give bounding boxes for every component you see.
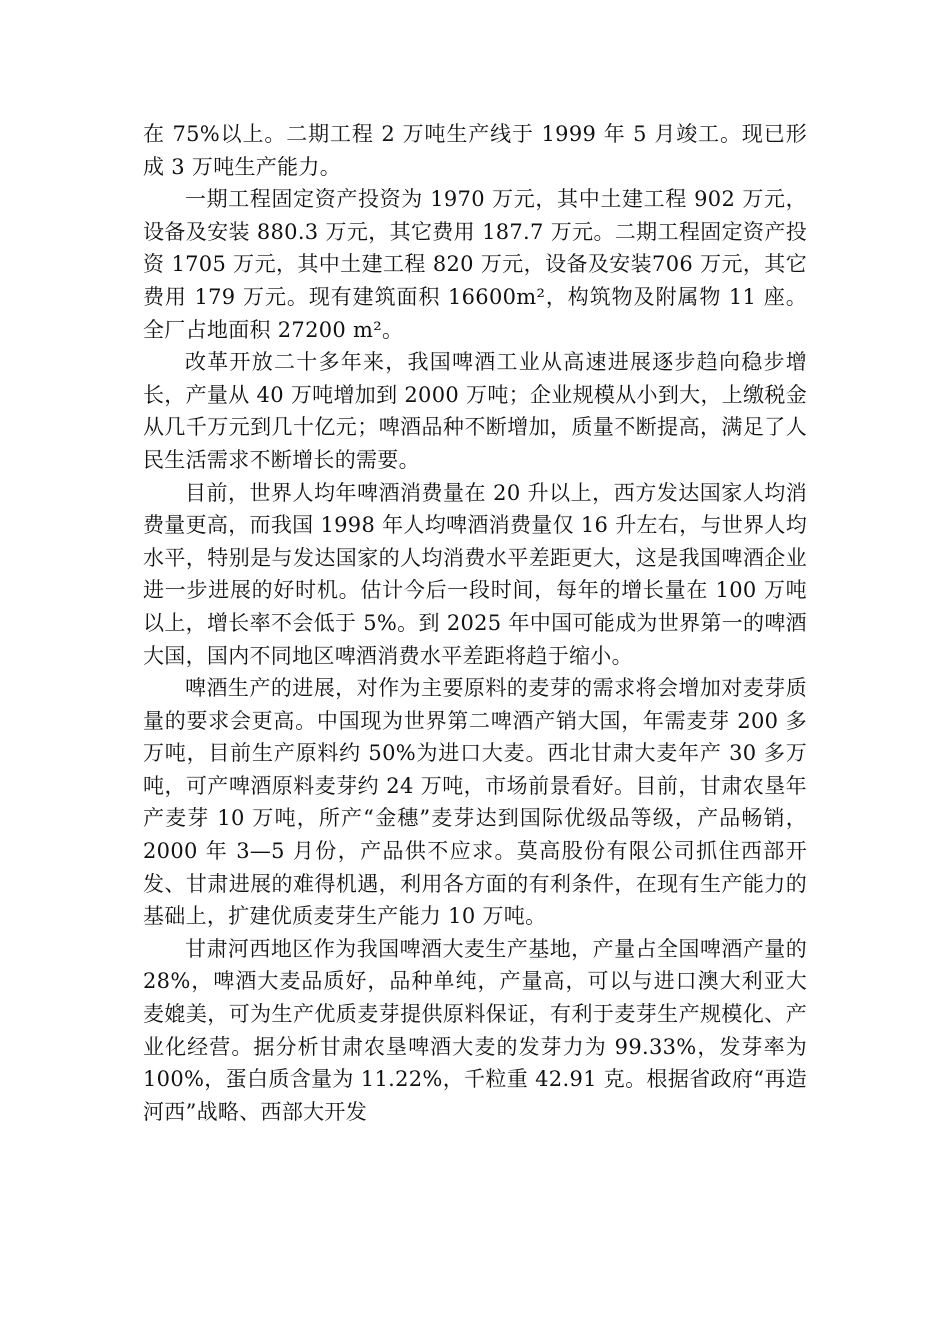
paragraph-investment: 一期工程固定资产投资为 1970 万元，其中土建工程 902 万元，设备及安装 880.3 万元，其它费用 187.7 万元。二期工程固定资产投资 1705 万元，其中土建工程 820 万元，设备及安装706 万元，其它费用 179 万元。现有建筑面积 16600m²，构筑物及附属物 11 座。全厂占地面积 27200 m²。	[143, 187, 807, 342]
paragraph-hexi-region: 甘肃河西地区作为我国啤酒大麦生产基地，产量占全国啤酒产量的 28%，啤酒大麦品质好，品种单纯，产量高，可以与进口澳大利亚大麦媲美，可为生产优质麦芽提供原料保证，有利于麦芽生产规模化、产业化经营。据分析甘肃农垦啤酒大麦的发芽力为 99.33%，发芽率为 100%，蛋白质含量为 11.22%，千粒重 42.91 克。根据省政府“再造河西”战略、西部大开发	[143, 936, 807, 1124]
paragraph-reform: 改革开放二十多年来，我国啤酒工业从高速进展逐步趋向稳步增长，产量从 40 万吨增加到 2000 万吨；企业规模从小到大，上缴税金从几千万元到几十亿元；啤酒品种不断增加，质量不断提高，满足了人民生活需求不断增长的需要。	[143, 350, 807, 472]
paragraph-malt-demand: 啤酒生产的进展，对作为主要原料的麦芽的需求将会增加对麦芽质量的要求会更高。中国现为世界第二啤酒产销大国，年需麦芽 200 多万吨，目前生产原料约 50%为进口大麦。西北甘肃大麦年产 30 多万吨，可产啤酒原料麦芽约 24 万吨，市场前景看好。目前，甘肃农垦年产麦芽 10 万吨，所产“金穗”麦芽达到国际优级品等级，产品畅销，2000 年 3—5 月份，产品供不应求。莫高股份有限公司抓住西部开发、甘肃进展的难得机遇，利用各方面的有利条件，在现有生产能力的基础上，扩建优质麦芽生产能力 10 万吨。	[143, 676, 807, 929]
body-text	[143, 118, 807, 1128]
paragraph-continued: 在 75%以上。二期工程 2 万吨生产线于 1999 年 5 月竣工。现已形成 3 万吨生产能力。	[143, 122, 807, 179]
paragraph-consumption: 目前，世界人均年啤酒消费量在 20 升以上，西方发达国家人均消费量更高，而我国 1998 年人均啤酒消费量仅 16 升左右，与世界人均水平，特别是与发达国家的人均消费水平差距更大，这是我国啤酒企业进一步进展的好时机。估计今后一段时间，每年的增长量在 100 万吨以上，增长率不会低于 5%。到 2025 年中国可能成为世界第一的啤酒大国，国内不同地区啤酒消费水平差距将趋于缩小。	[143, 480, 807, 668]
